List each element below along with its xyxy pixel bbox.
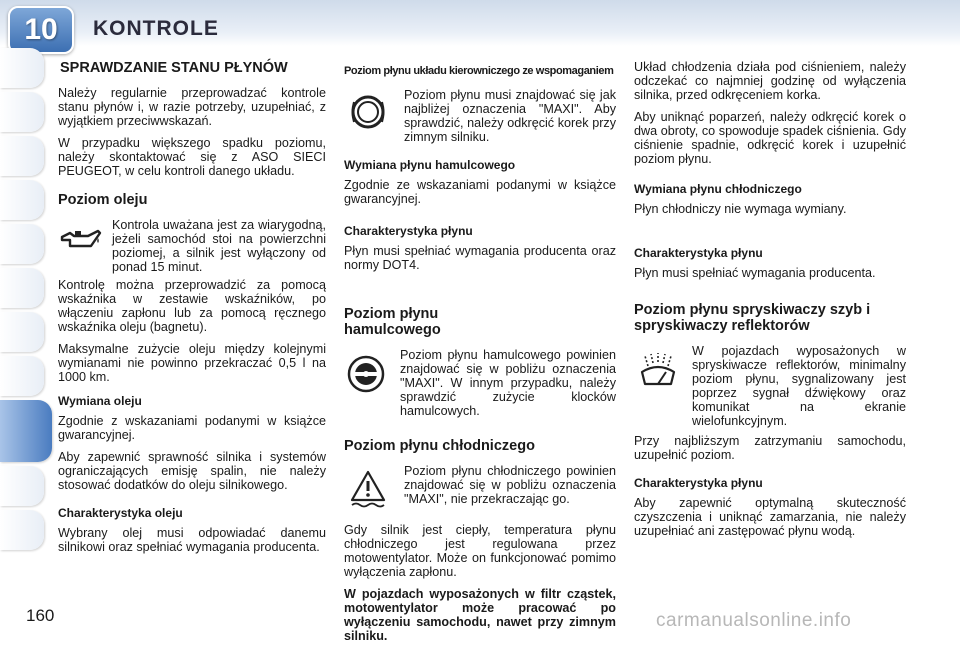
heading-coolant-change: Wymiana płynu chłodniczego	[634, 182, 802, 196]
coolant-note-text: Poziom płynu chłodniczego powinien znajdować się w pobliżu oznaczenia "MAXI", nie przekraczając go.	[404, 464, 616, 506]
oil-paragraph: Kontrolę można przeprowadzić za pomocą wskaźnika w zestawie wskaźników, po włączeniu zapłonu lub za pomocą ręcznego wskaźnika oleju (bagnetu).	[58, 278, 326, 334]
chapter-number-badge: 10	[8, 6, 74, 54]
section-title-fluid-check: SPRAWDZANIE STANU PŁYNÓW	[60, 60, 288, 76]
brake-fluid-note-text: Poziom płynu hamulcowego powinien znajdować się w pobliżu oznaczenia "MAXI". W innym przypadku, należy sprawdzić zużycie klocków hamulcowych.	[400, 348, 616, 418]
intro-paragraph: Należy regularnie przeprowadzać kontrole stanu płynów i, w razie potrzeby, uzupełniać, z wyjątkiem przeciwwskazań.	[58, 86, 326, 128]
chapter-tab[interactable]	[0, 92, 44, 132]
coolant-paragraph: Gdy silnik jest ciepły, temperatura płynu chłodniczego jest regulowana przez motowentylator. Może on funkcjonować pomimo wyłączenia zapłonu.	[344, 523, 616, 579]
coolant-particle-filter-warning: W pojazdach wyposażonych w filtr cząstek, motowentylator może pracować po wyłączeniu samochodu, nawet przy zimnym silniku.	[344, 587, 616, 643]
heading-oil-level: Poziom oleju	[58, 192, 148, 208]
page-number: 160	[26, 606, 55, 625]
brake-fluid-note	[344, 348, 616, 418]
chapter-tab[interactable]	[0, 466, 44, 506]
oil-change-paragraph: Zgodnie z wskazaniami podanymi w książce gwarancyjnej.	[58, 414, 326, 442]
brake-warning-icon	[346, 354, 390, 397]
heading-coolant-level: Poziom płynu chłodniczego	[344, 438, 535, 454]
chapter-tab[interactable]	[0, 268, 44, 308]
oil-spec-paragraph: Wybrany olej musi odpowiadać danemu silnikowi oraz spełniać wymagania producenta.	[58, 526, 326, 554]
chapter-tab[interactable]	[0, 356, 44, 396]
heading-brake-fluid-level: Poziom płynu hamulcowego	[344, 306, 441, 338]
steering-wheel-icon	[350, 94, 394, 133]
watermark: carmanualsonline.info	[656, 610, 852, 631]
heading-brake-fluid-change: Wymiana płynu hamulcowego	[344, 158, 516, 172]
coolant-spec-paragraph: Płyn musi spełniać wymagania producenta.	[634, 266, 876, 280]
heading-washer-fluid-level: Poziom płynu spryskiwaczy szyb i spryskiwaczy reflektorów	[634, 302, 871, 334]
chapter-tab[interactable]	[0, 510, 44, 550]
heading-oil-change: Wymiana oleju	[58, 394, 142, 408]
washer-spec-paragraph: Aby zapewnić optymalną skuteczność czyszczenia i uniknąć zamarzania, nie należy uzupełniać ani zastępować płynu wodą.	[634, 496, 906, 538]
chapter-tab[interactable]	[0, 48, 44, 88]
oil-level-note	[58, 218, 326, 274]
oil-can-icon	[58, 224, 102, 257]
chapter-title: KONTROLE	[93, 17, 219, 40]
heading-power-steering-level: Poziom płynu układu kierowniczego ze wspomaganiem	[344, 65, 614, 77]
power-steering-note	[344, 88, 616, 144]
heading-oil-spec: Charakterystyka oleju	[58, 506, 183, 520]
heading-brake-fluid-spec: Charakterystyka płynu	[344, 224, 473, 238]
washer-paragraph: Przy najbliższym zatrzymaniu samochodu, uzupełnić poziom.	[634, 434, 906, 462]
chapter-tab[interactable]	[0, 224, 44, 264]
power-steering-note-text: Poziom płynu musi znajdować się jak najbliżej oznaczenia "MAXI". Aby sprawdzić, należy odkręcić korek przy zimnym silniku.	[404, 88, 616, 144]
oil-paragraph: Maksymalne zużycie oleju między kolejnymi wymianami nie powinno przekraczać 0,5 l na 1000 km.	[58, 342, 326, 384]
intro-paragraph: W przypadku większego spadku poziomu, należy skontaktować się z ASO SIECI PEUGEOT, w celu kontroli danego układu.	[58, 136, 326, 178]
brake-change-paragraph: Zgodnie ze wskazaniami podanymi w książce gwarancyjnej.	[344, 178, 616, 206]
coolant-change-paragraph: Płyn chłodniczy nie wymaga wymiany.	[634, 202, 847, 216]
coolant-warning-icon	[350, 470, 394, 513]
column-left	[58, 60, 326, 562]
chapter-side-tabs	[0, 48, 54, 554]
column-right	[634, 60, 906, 546]
washer-fluid-note-text: W pojazdach wyposażonych w spryskiwacze reflektorów, minimalny poziom płynu, sygnalizowany jest poprzez sygnał dźwiękowy oraz komunikat na ekranie wielofunkcyjnym.	[692, 344, 906, 428]
chapter-tab[interactable]	[0, 312, 44, 352]
oil-level-note-text: Kontrola uważana jest za wiarygodną, jeżeli samochód stoi na powierzchni poziomej, a silnik jest wyłączony od ponad 15 minut.	[112, 218, 326, 274]
chapter-tab[interactable]	[0, 136, 44, 176]
oil-change-paragraph: Aby zapewnić sprawność silnika i systemów ograniczających emisję spalin, nie należy stosować dodatków do oleju silnikowego.	[58, 450, 326, 492]
coolant-pressure-paragraph: Układ chłodzenia działa pod ciśnieniem, należy odczekać co najmniej godzinę od wyłączenia silnika, przed odkręceniem korka.	[634, 60, 906, 102]
coolant-note	[344, 464, 616, 513]
heading-washer-spec: Charakterystyka płynu	[634, 476, 763, 490]
washer-fluid-note	[634, 344, 906, 428]
brake-spec-paragraph: Płyn musi spełniać wymagania producenta oraz normy DOT4.	[344, 244, 616, 272]
column-middle	[344, 60, 616, 651]
chapter-tab[interactable]	[0, 180, 44, 220]
windscreen-washer-icon	[638, 350, 682, 391]
coolant-burn-paragraph: Aby uniknąć poparzeń, należy odkręcić korek o dwa obroty, co spowoduje spadek ciśnienia. Gdy ciśnienie spadnie, odkręcić korek i uzupełnić poziom płynu.	[634, 110, 906, 166]
heading-coolant-spec: Charakterystyka płynu	[634, 246, 763, 260]
chapter-tab-active[interactable]	[0, 400, 52, 462]
